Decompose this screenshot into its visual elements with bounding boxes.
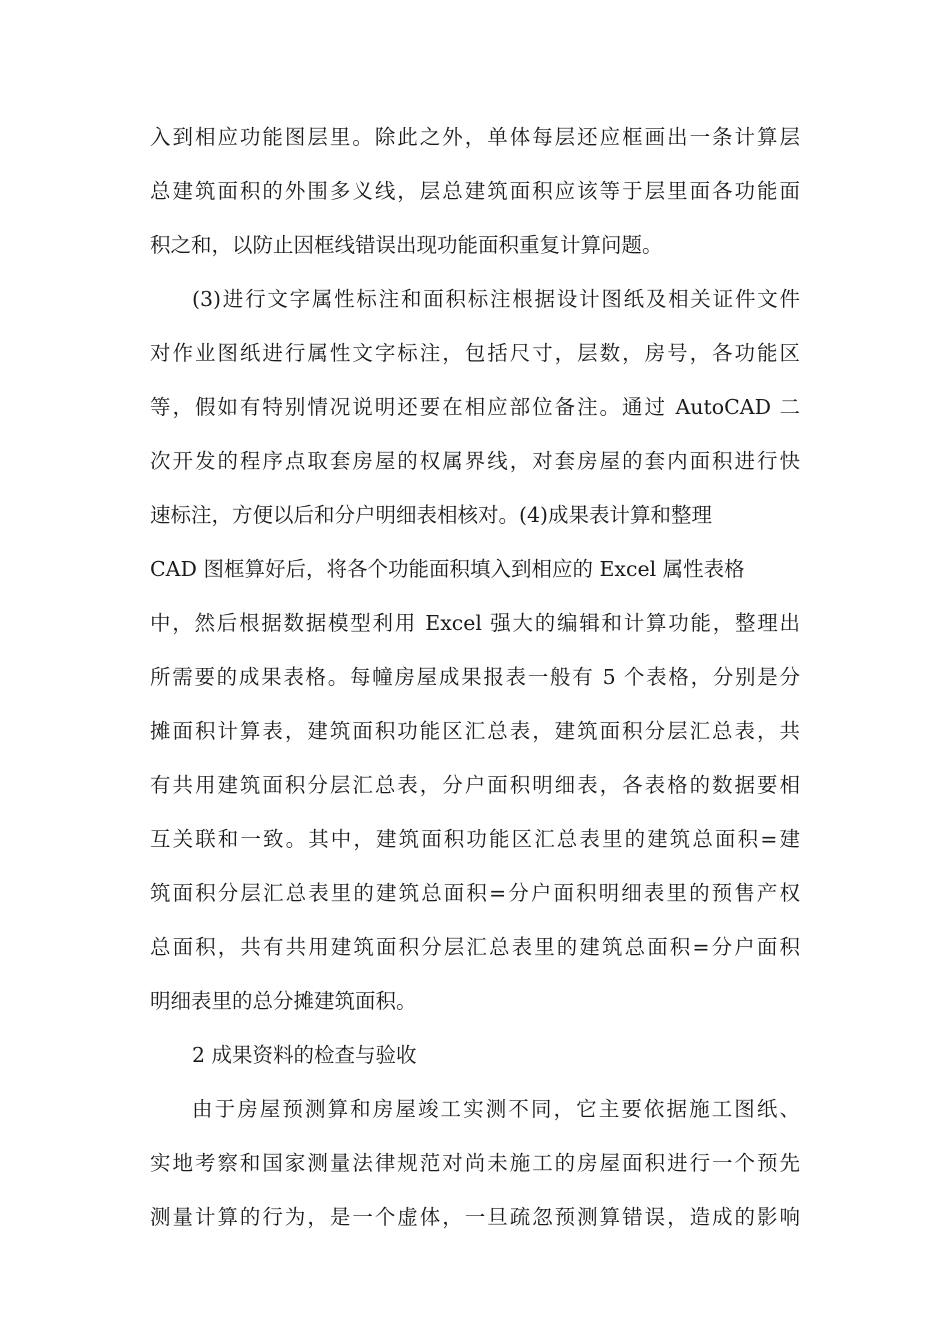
- text-line: 总建筑面积的外围多义线，层总建筑面积应该等于层里面各功能面: [150, 179, 800, 203]
- text-line: 总面积，共有共用建筑面积分层汇总表里的建筑总面积=分户面积: [150, 935, 800, 959]
- text-line: 筑面积分层汇总表里的建筑总面积=分户面积明细表里的预售产权: [150, 881, 800, 905]
- text-line: 次开发的程序点取套房屋的权属界线，对套房屋的套内面积进行快: [150, 449, 800, 473]
- text-line: 中，然后根据数据模型利用 Excel 强大的编辑和计算功能，整理出: [150, 611, 800, 635]
- body-text: [150, 110, 800, 1244]
- text-line: 等，假如有特别情况说明还要在相应部位备注。通过 AutoCAD 二: [150, 395, 800, 419]
- text-line: 所需要的成果表格。每幢房屋成果报表一般有 5 个表格，分别是分: [150, 665, 800, 689]
- text-line: 实地考察和国家测量法律规范对尚未施工的房屋面积进行一个预先: [150, 1151, 800, 1175]
- text-line: 速标注，方便以后和分户明细表相核对。(4)成果表计算和整理: [150, 503, 713, 527]
- text-line: CAD 图框算好后，将各个功能面积填入到相应的 Excel 属性表格: [150, 557, 745, 581]
- text-line: 入到相应功能图层里。除此之外，单体每层还应框画出一条计算层: [150, 125, 800, 149]
- text-line: 测量计算的行为，是一个虚体，一旦疏忽预测算错误，造成的影响: [150, 1205, 800, 1229]
- text-line: 积之和，以防止因框线错误出现功能面积重复计算问题。: [150, 233, 663, 257]
- paragraph-start-line: 由于房屋预测算和房屋竣工实测不同，它主要依据施工图纸、: [192, 1097, 800, 1121]
- section-heading: 2 成果资料的检查与验收: [192, 1043, 417, 1067]
- text-line: 有共用建筑面积分层汇总表，分户面积明细表，各表格的数据要相: [150, 773, 800, 797]
- text-line: 互关联和一致。其中，建筑面积功能区汇总表里的建筑总面积=建: [150, 827, 800, 851]
- text-line: 摊面积计算表，建筑面积功能区汇总表，建筑面积分层汇总表，共: [150, 719, 800, 743]
- paragraph-start-line: (3)进行文字属性标注和面积标注根据设计图纸及相关证件文件: [192, 287, 800, 311]
- text-line: 明细表里的总分摊建筑面积。: [150, 989, 417, 1013]
- text-line: 对作业图纸进行属性文字标注，包括尺寸，层数，房号，各功能区: [150, 341, 800, 365]
